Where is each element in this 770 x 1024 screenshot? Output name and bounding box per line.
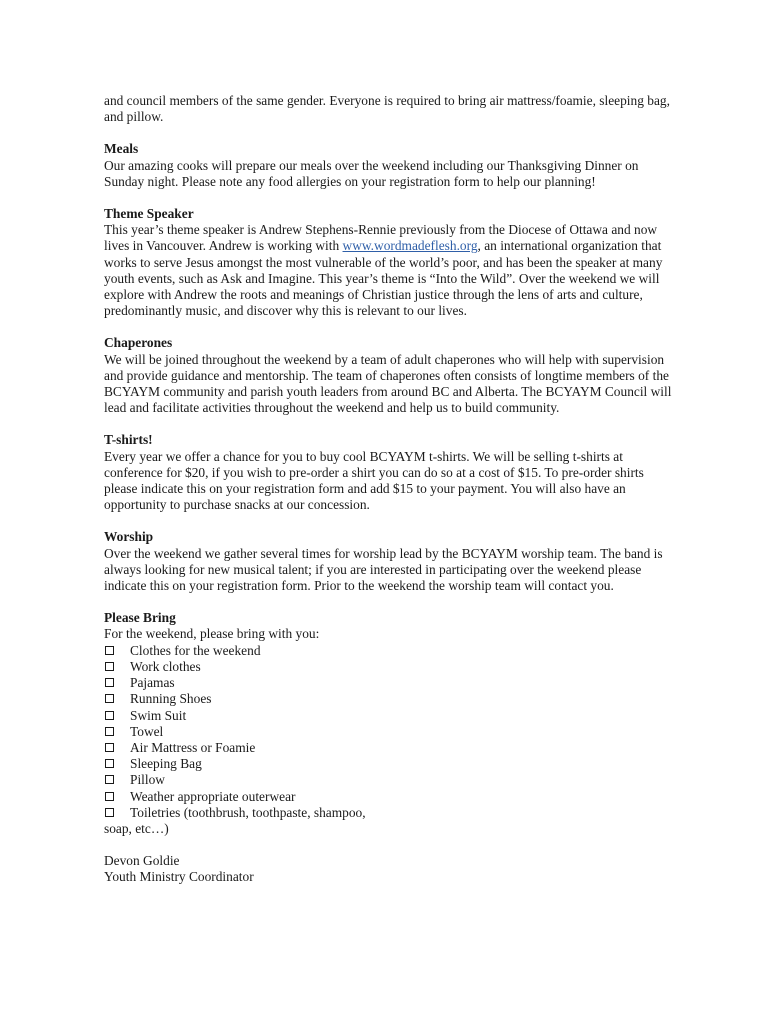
checklist-item xyxy=(104,805,674,837)
worship-text: Over the weekend we gather several times for worship lead by the BCYAYM worship team. The band is always looking for new musical talent; if you are interested in participating over the weekend please indicate this on your registration form. Prior to the weekend the worship team will contact you. xyxy=(104,545,663,594)
wordmadeflesh-link[interactable]: www.wordmadeflesh.org xyxy=(342,238,478,254)
worship-heading: Worship xyxy=(104,529,154,545)
checklist-item-label: Weather appropriate outerwear xyxy=(130,788,296,804)
checkbox-icon xyxy=(105,775,114,784)
checklist-item-label: Pajamas xyxy=(130,675,175,691)
signature-block xyxy=(104,853,674,885)
checklist-item-label: Swim Suit xyxy=(130,707,187,723)
theme-speaker-text-start: This year’s theme speaker is Andrew Stephens-Rennie previously from the Diocese of Ottawa and now lives in Vancouver. Andrew is working with xyxy=(104,222,658,254)
checklist-item xyxy=(104,724,674,740)
meals-text: Our amazing cooks will prepare our meals over the weekend including our Thanksgiving Dinner on Sunday night. Please note any food allergies on your registration form to help our planning! xyxy=(104,157,639,189)
chaperones-text: We will be joined throughout the weekend by a team of adult chaperones who will help with supervision and provide guidance and mentorship. The team of chaperones often consists of longtime members of the BCYAYM community and parish youth leaders from around BC and Alberta. The BCYAYM Council will lead and facilitate activities throughout the weekend and help us to build community. xyxy=(104,351,672,416)
checkbox-icon xyxy=(105,662,114,671)
checkbox-icon xyxy=(105,759,114,768)
theme-speaker-heading: Theme Speaker xyxy=(104,206,194,222)
checklist-item-label: Running Shoes xyxy=(130,691,212,707)
checkbox-icon xyxy=(105,711,114,720)
theme-speaker-section xyxy=(104,206,674,319)
theme-speaker-text-end: , an international organization that works to serve Jesus amongst the most vulnerable of the world’s poor, and has been the speaker at many youth events, such as Ask and Imagine. This year’s theme is “Into the Wild”. Over the weekend we will explore with Andrew the roots and meanings of Christian justice through the lens of arts and culture, predominantly music, and discover why this is relevant to our lives. xyxy=(104,238,663,319)
checkbox-icon xyxy=(105,646,114,655)
checklist-item-label: Clothes for the weekend xyxy=(130,642,261,658)
tshirts-section xyxy=(104,432,674,513)
intro-paragraph: and council members of the same gender. Everyone is required to bring air mattress/foamie, sleeping bag, and pillow. xyxy=(104,93,670,125)
theme-speaker-text xyxy=(104,222,674,319)
tshirts-text: Every year we offer a chance for you to buy cool BCYAYM t-shirts. We will be selling t-shirts at conference for $20, if you wish to pre-order a shirt you can do so at a cost of $15. To pre-order shirts please indicate this on your registration form and add $15 to your payment. You will also have an opportunity to purchase snacks at our concession. xyxy=(104,448,644,513)
meals-heading: Meals xyxy=(104,141,139,157)
chaperones-section xyxy=(104,335,674,416)
checklist-item-label: Toiletries (toothbrush, toothpaste, shampoo, xyxy=(130,804,366,820)
checklist-item xyxy=(104,740,674,756)
tshirts-heading: T-shirts! xyxy=(104,432,153,448)
signature-name: Devon Goldie xyxy=(104,853,180,869)
checkbox-icon xyxy=(105,792,114,801)
checklist-item-label: Towel xyxy=(130,723,164,739)
checkbox-icon xyxy=(105,727,114,736)
checkbox-icon xyxy=(105,808,114,817)
checklist-item xyxy=(104,691,674,707)
checklist-item xyxy=(104,675,674,691)
checklist-item-label: Pillow xyxy=(130,772,165,788)
please-bring-section xyxy=(104,610,674,837)
please-bring-intro: For the weekend, please bring with you: xyxy=(104,626,320,642)
checklist-item-label: Air Mattress or Foamie xyxy=(130,739,256,755)
worship-section xyxy=(104,529,674,594)
checklist-item xyxy=(104,772,674,788)
checklist-item xyxy=(104,789,674,805)
checklist-item-label: Work clothes xyxy=(130,658,201,674)
checkbox-icon xyxy=(105,694,114,703)
please-bring-heading: Please Bring xyxy=(104,610,176,626)
document-page xyxy=(104,93,674,886)
checklist-item-label-continued: soap, etc…) xyxy=(104,820,169,836)
checklist-item-label: Sleeping Bag xyxy=(130,756,202,772)
checkbox-icon xyxy=(105,678,114,687)
checklist-item xyxy=(104,643,674,659)
signature-title: Youth Ministry Coordinator xyxy=(104,869,254,885)
packing-checklist xyxy=(104,643,674,837)
chaperones-heading: Chaperones xyxy=(104,335,173,351)
checklist-item xyxy=(104,756,674,772)
checklist-item xyxy=(104,708,674,724)
meals-section xyxy=(104,141,674,190)
checklist-item xyxy=(104,659,674,675)
checkbox-icon xyxy=(105,743,114,752)
